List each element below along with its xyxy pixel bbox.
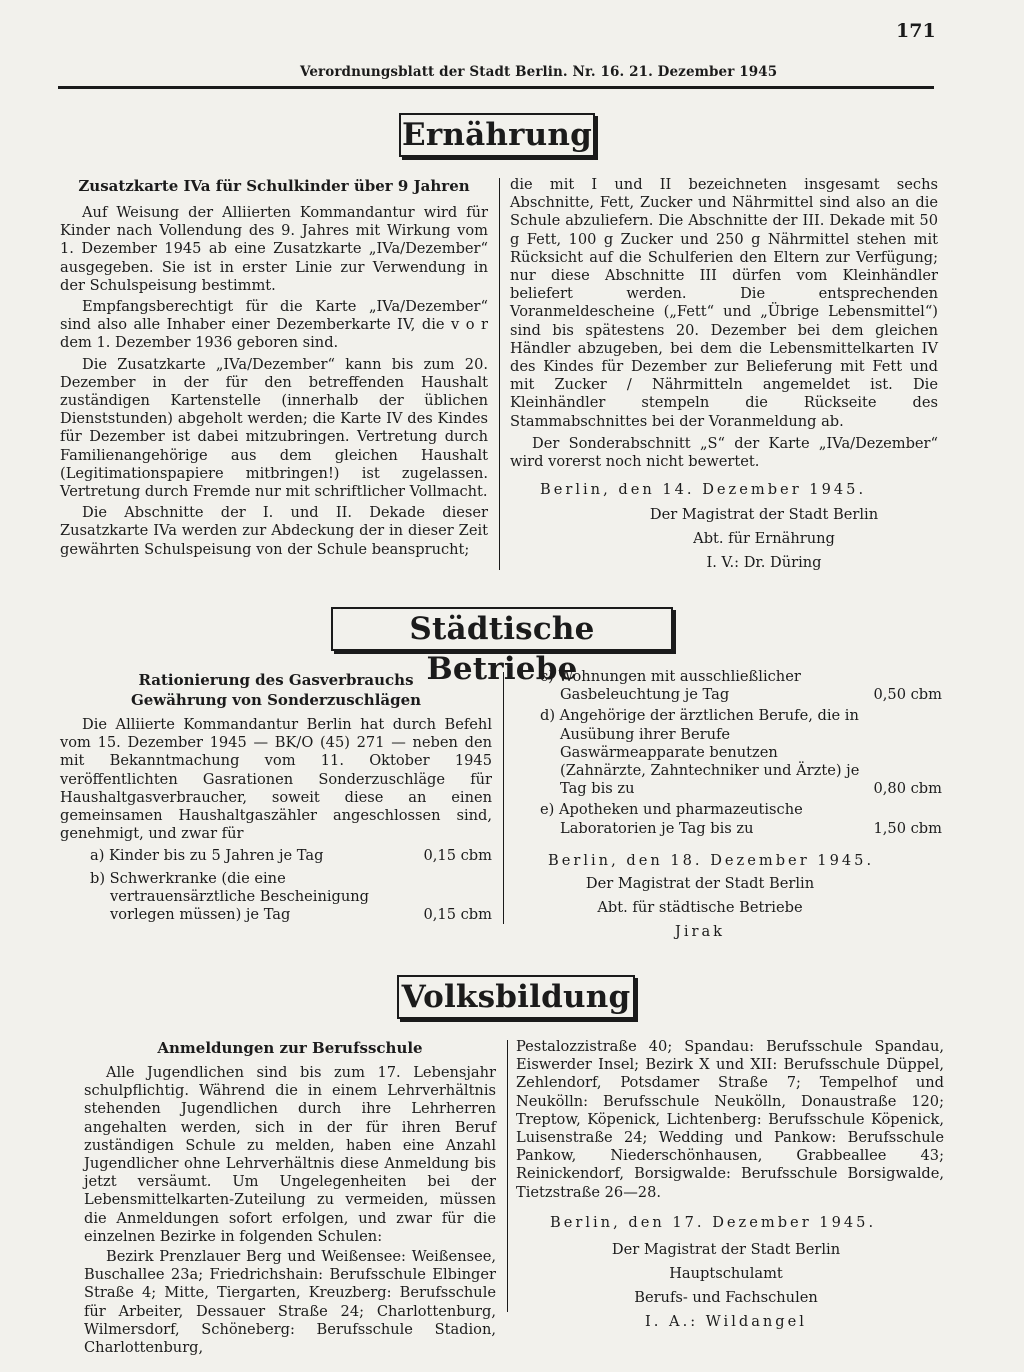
list-item — [90, 847, 492, 865]
item-amount: 1,50 cbm — [873, 819, 942, 837]
list-item — [90, 870, 492, 925]
signature-block — [590, 503, 938, 575]
column-divider — [503, 672, 504, 924]
column-divider — [507, 1040, 508, 1312]
article-title: Anmeldungen zur Berufsschule — [157, 1039, 423, 1057]
item-amount: 0,50 cbm — [873, 686, 942, 704]
article-title: Zusatzkarte IVa für Schulkinder über 9 Jahren — [78, 177, 470, 195]
article-gasverbrauch-left — [60, 670, 492, 924]
paragraph: Der Sonderabschnitt „S“ der Karte „IVa/Dezember“ wird vorerst noch nicht bewertet. — [510, 434, 938, 471]
paragraph: die mit I und II bezeichneten insgesamt sechs Abschnitte, Fett, Zucker und Nährmittel sind also an die Schule abzuliefern. Die Abschnitte der III. Dekade mit 50 g Fett, 100 g Zucker und 250 g Nährmittel stehen mit Rücksicht auf die Schulferien den Eltern zur Verfügung; nur diese Abschnitte III dürfen vom Kleinhändler beliefert werden. Die entsprechenden Voranmeldescheine („Fett“ und „Übrige Lebensmittel“) sind bis spätestens 20. Dezember bei dem gleichen Händler abzugeben, bei dem die Lebensmittelkarten IV des Kindes für Dezember zur Belieferung mit Fett und mit Zucker / Nährmitteln angemeldet ist. Die Kleinhändler stempeln die Rückseite des Stammabschnittes bei der Voranmeldung ab. — [510, 176, 938, 430]
article-zusatzkarte-left — [60, 176, 488, 559]
signature-line: Hauptschulamt — [669, 1265, 783, 1283]
item-amount: 0,15 cbm — [423, 906, 492, 924]
article-berufsschule-right — [516, 1038, 944, 1334]
running-header: Verordnungsblatt der Stadt Berlin. Nr. 16. 21. Dezember 1945 — [300, 64, 778, 80]
place-date: Berlin, den 17. Dezember 1945. — [550, 1213, 877, 1231]
signature-block — [540, 872, 860, 944]
item-label: b) Schwerkranke (die eine vertrauensärztliche Bescheinigung vorlegen müssen) je Tag — [90, 869, 370, 924]
item-label: c) Wohnungen mit ausschließlicher Gasbeleuchtung je Tag — [540, 668, 801, 704]
list-item — [540, 707, 942, 798]
signature-line: Abt. für Ernährung — [693, 530, 835, 548]
item-amount: 0,80 cbm — [873, 780, 942, 798]
signature-line: I. A.: Wildangel — [645, 1313, 807, 1331]
section-title-ernaehrung: Ernährung — [399, 113, 595, 157]
signature-line: Berufs- und Fachschulen — [634, 1289, 818, 1307]
signature-block — [576, 1238, 876, 1334]
paragraph: Alle Jugendlichen sind bis zum 17. Lebensjahr schulpflichtig. Während die in einem Lehrverhältnis stehenden Jugendlichen durch ihre Lehrherren angehalten werden, sich in der für ihren Beruf zuständigen Schule zu melden, haben eine Anzahl Jugendlicher ohne Lehrverhältnis diese Anmeldung bis jetzt versäumt. Um Ungelegenheiten bei der Lebensmittelkarten-Zuteilung zu vermeiden, müssen die Anmeldungen sofort erfolgen, und zwar für die einzelnen Bezirke in folgenden Schulen: — [84, 1064, 496, 1245]
item-label: e) Apotheken und pharmazeutische Laboratorien je Tag bis zu — [540, 801, 803, 837]
signature-line: Abt. für städtische Betriebe — [597, 899, 803, 917]
paragraph: Pestalozzistraße 40; Spandau: Berufsschule Spandau, Eiswerder Insel; Bezirk X und XII: Berufsschule Düppel, Zehlendorf, Potsdamer Straße 7; Tempelhof und Neukölln: Berufsschule Neukölln, Donaustraße 120; Treptow, Köpenick, Lichtenberg: Berufsschule Köpenick, Luisenstraße 24; Wedding und Pankow: Berufsschule Pankow, Niederschönhausen, Grabbeallee 43; Reinickendorf, Borsigwalde: Berufsschule Borsigwalde, Tietzstraße 26—28. — [516, 1038, 944, 1201]
item-label: a) Kinder bis zu 5 Jahren je Tag — [90, 847, 324, 865]
signature-line: Der Magistrat der Stadt Berlin — [649, 506, 879, 524]
signature-line: Jirak — [674, 923, 726, 941]
signature-line: Der Magistrat der Stadt Berlin — [611, 1241, 841, 1259]
section-title-staedtische-betriebe: Städtische Betriebe — [331, 607, 673, 651]
article-title: Rationierung des Gasverbrauchs — [138, 671, 414, 689]
place-date: Berlin, den 18. Dezember 1945. — [548, 851, 875, 869]
article-subtitle: Gewährung von Sonderzuschlägen — [130, 691, 422, 709]
signature-line: I. V.: Dr. Düring — [706, 554, 822, 572]
item-label: d) Angehörige der ärztlichen Berufe, die in Ausübung ihrer Berufe Gaswärmeapparate benutzen (Zahnärzte, Zahntechniker und Ärzte) je Tag bis zu — [540, 707, 860, 798]
paragraph: Bezirk Prenzlauer Berg und Weißensee: Weißensee, Buschallee 23a; Friedrichshain: Berufsschule Elbinger Straße 4; Mitte, Tiergarten, Kreuzberg: Berufsschule für Arbeiter, Dessauer Straße 24; Charlottenburg, Wilmersdorf, Schöneberg: Berufsschule Stadion, Charlottenburg, — [84, 1248, 496, 1357]
article-berufsschule-left — [84, 1038, 496, 1357]
article-zusatzkarte-right — [510, 176, 938, 575]
place-date: Berlin, den 14. Dezember 1945. — [540, 481, 867, 499]
section-title-volksbildung: Volksbildung — [397, 975, 635, 1019]
list-item — [540, 801, 942, 837]
column-divider — [499, 178, 500, 570]
page-number: 171 — [896, 20, 936, 42]
paragraph: Auf Weisung der Alliierten Kommandantur wird für Kinder nach Vollendung des 9. Jahres mit Wirkung vom 1. Dezember 1945 ab eine Zusatzkarte „IVa/Dezember“ ausgegeben. Sie ist in erster Linie zur Verwendung in der Schulspeisung bestimmt. — [60, 204, 488, 294]
article-gasverbrauch-right — [540, 668, 942, 944]
paragraph: Die Zusatzkarte „IVa/Dezember“ kann bis zum 20. Dezember in der für den betreffenden Haushalt zuständigen Kartenstelle (innerhalb der üblichen Dienststunden) abgeholt werden; die Karte IV des Kindes für Dezember ist dabei mitzubringen. Vertretung durch Familienangehörige aus dem gleichen Haushalt (Legitimationspapiere mitbringen!) ist zugelassen. Vertretung durch Fremde nur mit schriftlicher Vollmacht. — [60, 355, 488, 501]
list-item — [540, 668, 942, 704]
paragraph: Die Abschnitte der I. und II. Dekade dieser Zusatzkarte IVa werden zur Abdeckung der in dieser Zeit gewährten Schulspeisung von der Schule beansprucht; — [60, 504, 488, 558]
paragraph: Die Alliierte Kommandantur Berlin hat durch Befehl vom 15. Dezember 1945 — BK/O (45) 271 — neben den mit Bekanntmachung vom 11. Oktober 1945 veröffentlichten Gasrationen Sonderzuschläge für Haushaltgasverbraucher, soweit diese an einen gemeinsamen Haushaltgaszähler angeschlossen sind, genehmigt, und zwar für — [60, 716, 492, 843]
item-amount: 0,15 cbm — [423, 847, 492, 865]
header-rule — [58, 86, 934, 89]
paragraph: Empfangsberechtigt für die Karte „IVa/Dezember“ sind also alle Inhaber einer Dezemberkarte IV, die v o r dem 1. Dezember 1936 geboren sind. — [60, 298, 488, 352]
signature-line: Der Magistrat der Stadt Berlin — [585, 875, 815, 893]
